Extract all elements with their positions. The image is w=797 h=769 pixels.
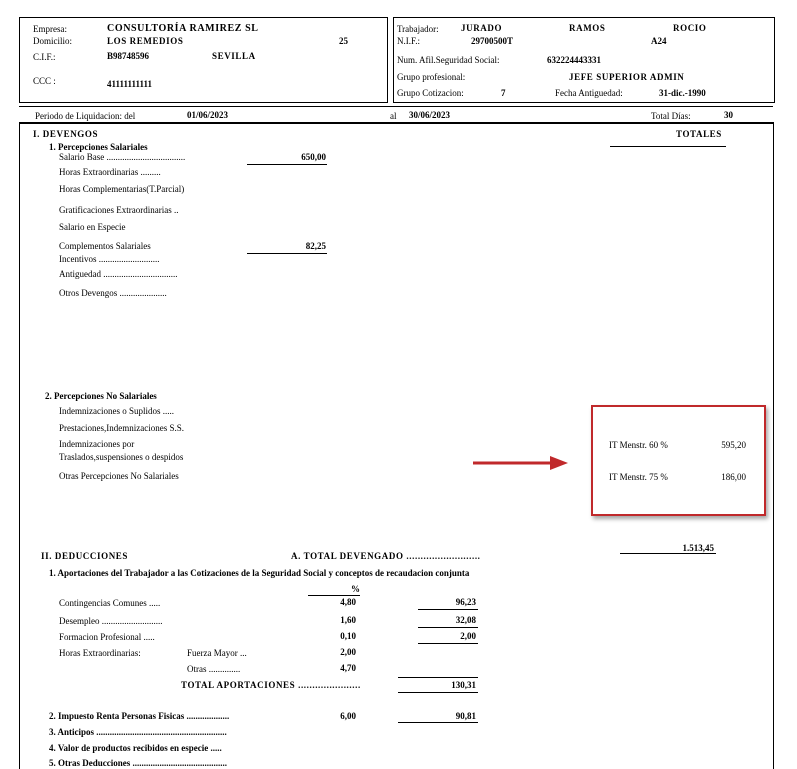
no-salariales-title: 2. Percepciones No Salariales (45, 391, 157, 401)
afil-value: 632224443331 (547, 55, 601, 65)
it75-value: 186,00 (721, 472, 746, 482)
grupo-cot-label: Grupo Cotizacion: (397, 88, 464, 98)
periodo-top-line (19, 106, 773, 107)
total-devengado-underline (620, 553, 716, 554)
gratificaciones-label: Gratificaciones Extraordinarias .. (59, 205, 179, 215)
contingencias-pct: 4,80 (340, 597, 356, 607)
desempleo-value: 32,08 (455, 615, 476, 625)
horas-extra-ded-label: Horas Extraordinarias: (59, 648, 141, 658)
periodo-bottom-line (19, 122, 773, 124)
salario-base-value: 650,00 (301, 152, 326, 162)
page-right-border (773, 122, 774, 769)
grupo-prof-label: Grupo profesional: (397, 72, 466, 82)
nif-value: 29700500T (471, 36, 514, 46)
contingencias-underline (418, 609, 478, 610)
fuerza-mayor-pct: 2,00 (340, 647, 356, 657)
complementos-underline (247, 253, 327, 254)
grupo-prof-value: JEFE SUPERIOR ADMIN (569, 72, 685, 82)
empresa-label: Empresa: (33, 24, 67, 34)
total-aportaciones-underline (398, 692, 478, 693)
afil-label: Num. Afil.Seguridad Social: (397, 55, 500, 65)
totales-title: TOTALES (676, 129, 722, 139)
periodo-desde: 01/06/2023 (187, 110, 229, 120)
fuerza-mayor-label: Fuerza Mayor ... (187, 648, 247, 658)
periodo-label: Periodo de Liquidacion: del (35, 111, 136, 121)
horas-extra-label: Horas Extraordinarias ......... (59, 167, 161, 177)
deducciones-title: II. DEDUCCIONES (41, 551, 129, 561)
total-aportaciones-label: TOTAL APORTACIONES ...................... (181, 680, 361, 690)
codigo-value: A24 (651, 36, 667, 46)
empresa-value: CONSULTORÍA RAMIREZ SL (107, 23, 259, 34)
salario-base-underline (247, 164, 327, 165)
aportaciones-title: 1. Aportaciones del Trabajador a las Cotizaciones de la Seguridad Social y conceptos de recaudacion conjunta (49, 568, 470, 578)
devengos-title: I. DEVENGOS (33, 129, 99, 139)
periodo-al-label: al (390, 111, 397, 121)
ccc-label: CCC : (33, 76, 56, 86)
contingencias-value: 96,23 (455, 597, 476, 607)
formacion-pct: 0,10 (340, 631, 356, 641)
total-devengado-label: A. TOTAL DEVENGADO .......................... (291, 551, 481, 561)
pct-header-underline (308, 595, 360, 596)
desempleo-underline (418, 627, 478, 628)
it-highlight-box (591, 405, 766, 516)
formacion-label: Formacion Profesional ..... (59, 632, 155, 642)
it60-label: IT Menstr. 60 % (609, 440, 668, 450)
formacion-value: 2,00 (460, 631, 476, 641)
domicilio-label: Domicilio: (33, 36, 72, 46)
irpf-pct: 6,00 (340, 711, 356, 721)
domicilio-number: 25 (339, 36, 348, 46)
trabajador-label: Trabajador: (397, 24, 439, 34)
apellido2-value: RAMOS (569, 23, 606, 33)
horas-comp-label: Horas Complementarias(T.Parcial) (59, 184, 185, 194)
arrow-right-icon (472, 455, 572, 471)
total-aportaciones-value: 130,31 (451, 680, 476, 690)
incentivos-label: Incentivos ........................... (59, 254, 160, 264)
irpf-underline (398, 722, 478, 723)
grupo-cot-value: 7 (501, 88, 506, 98)
salario-especie-label: Salario en Especie (59, 222, 126, 232)
cif-label: C.I.F.: (33, 52, 56, 62)
formacion-underline (418, 643, 478, 644)
otras-pct: 4,70 (340, 663, 356, 673)
contingencias-label: Contingencias Comunes ..... (59, 598, 161, 608)
especie-label: 4. Valor de productos recibidos en especie ..... (49, 743, 222, 753)
page-left-border (19, 122, 20, 769)
complementos-value: 82,25 (305, 241, 326, 251)
anticipos-label: 3. Anticipos .......................................................... (49, 727, 227, 737)
total-devengado-value: 1.513,45 (682, 543, 714, 553)
cif-value: B98748596 (107, 51, 150, 61)
salario-base-label: Salario Base ................................... (59, 152, 186, 162)
nif-label: N.I.F.: (397, 36, 421, 46)
desempleo-pct: 1,60 (340, 615, 356, 625)
indemn-suplidos-label: Indemnizaciones o Suplidos ..... (59, 406, 174, 416)
nombre-value: ROCIO (673, 23, 707, 33)
apellido1-value: JURADO (461, 23, 503, 33)
total-dias-label: Total Días: (651, 111, 691, 121)
pct-header: % (351, 584, 360, 594)
otras-label: Otras .............. (187, 664, 241, 674)
it60-value: 595,20 (721, 440, 746, 450)
otras-deducciones-label: 5. Otras Deducciones .......................................... (49, 758, 227, 768)
antiguedad-dev-label: Antiguedad ................................. (59, 269, 178, 279)
domicilio-value: LOS REMEDIOS (107, 36, 184, 46)
prestaciones-label: Prestaciones,Indemnizaciones S.S. (59, 423, 184, 433)
irpf-value: 90,81 (455, 711, 476, 721)
ccc-value: 41111111111 (107, 79, 153, 89)
otras-no-salariales-label: Otras Percepciones No Salariales (59, 471, 179, 481)
complementos-label: Complementos Salariales (59, 241, 151, 251)
salariales-title: 1. Percepciones Salariales (49, 142, 148, 152)
totales-underline (610, 146, 726, 147)
ciudad-value: SEVILLA (212, 51, 256, 61)
total-dias-value: 30 (724, 110, 733, 120)
desempleo-label: Desempleo ........................... (59, 616, 163, 626)
it75-label: IT Menstr. 75 % (609, 472, 668, 482)
otros-devengos-label: Otros Devengos ..................... (59, 288, 167, 298)
traslados-label: Traslados,suspensiones o despidos (59, 452, 184, 462)
periodo-hasta: 30/06/2023 (409, 110, 451, 120)
antiguedad-value: 31-dic.-1990 (659, 88, 706, 98)
total-aportaciones-topline (398, 677, 478, 678)
indemn-por-label: Indemnizaciones por (59, 439, 135, 449)
antiguedad-label: Fecha Antiguedad: (555, 88, 623, 98)
irpf-label: 2. Impuesto Renta Personas Fisicas ................... (49, 711, 230, 721)
